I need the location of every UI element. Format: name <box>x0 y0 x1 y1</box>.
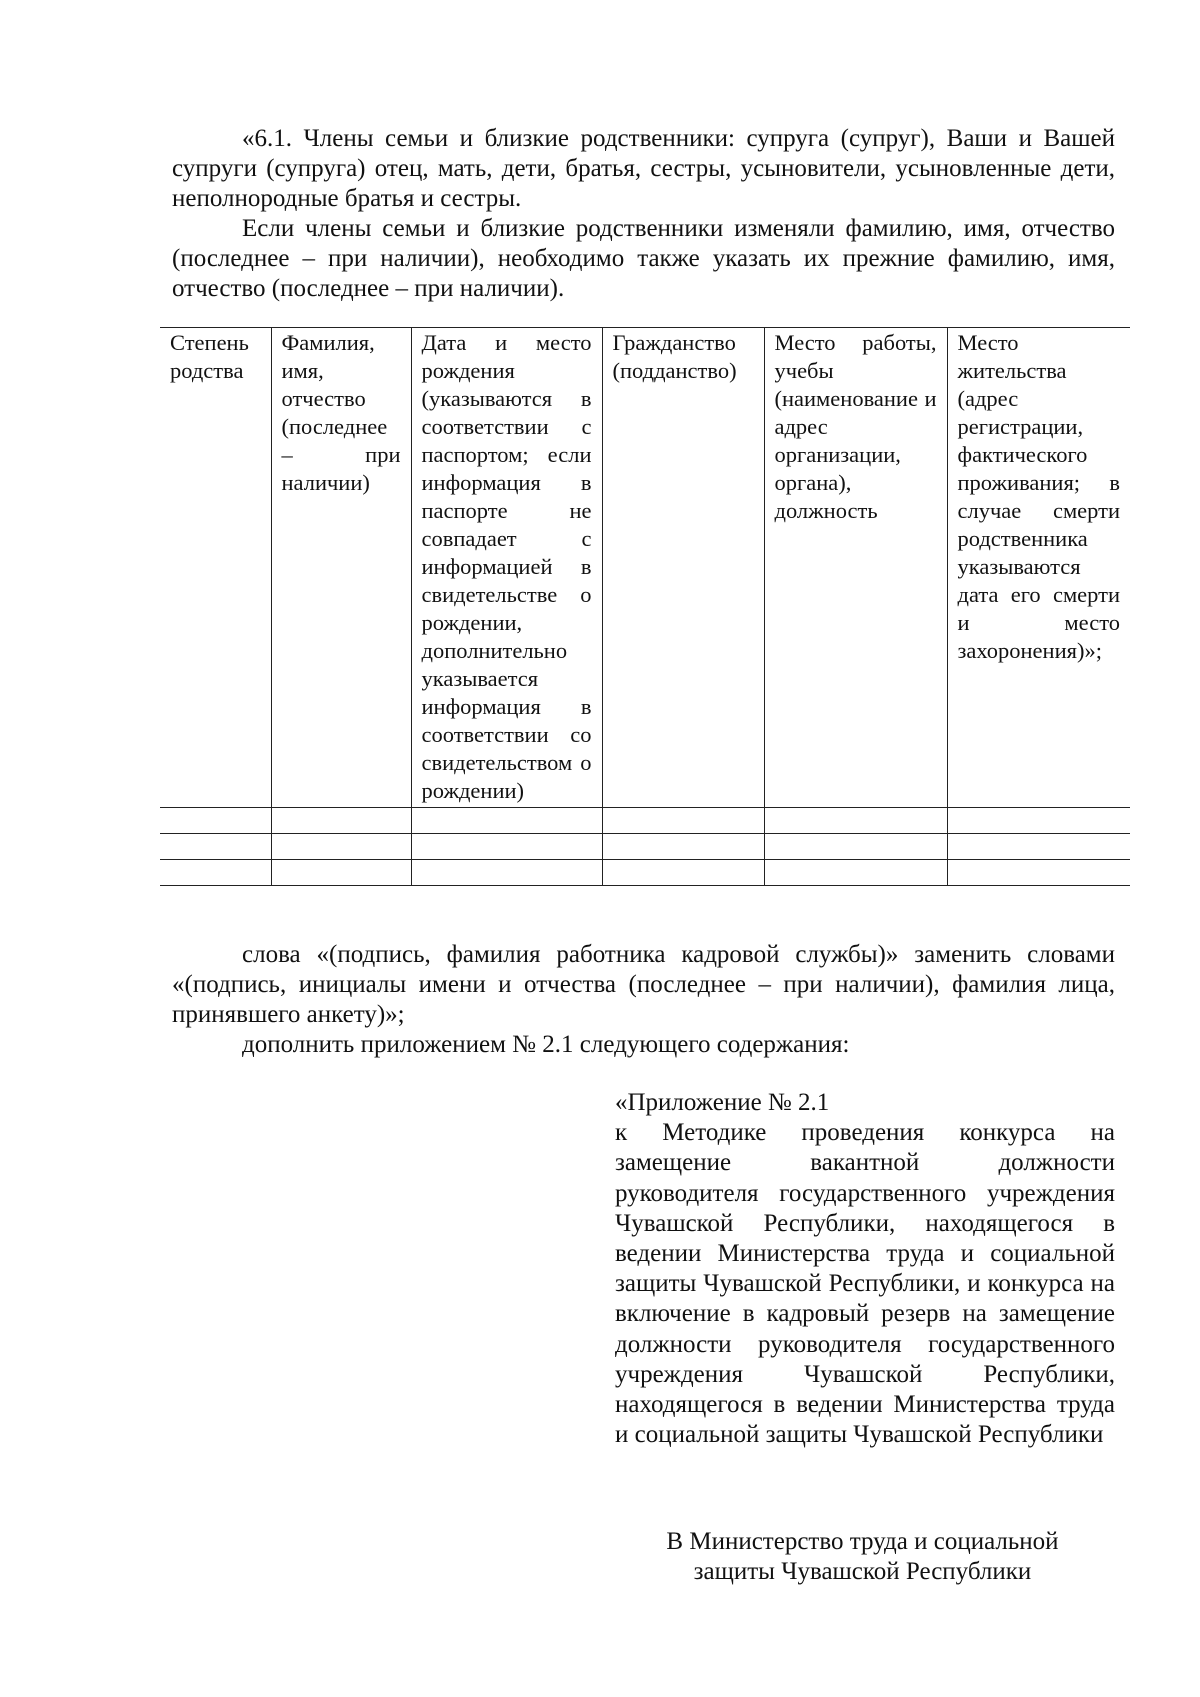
table-cell <box>271 860 411 886</box>
table-row <box>160 834 1130 860</box>
addressee-line-2: защиты Чувашской Республики <box>693 1558 1032 1585</box>
paragraph-add-appendix: дополнить приложением № 2.1 следующего содержания: <box>242 1031 850 1058</box>
table-cell <box>160 834 271 860</box>
addressee-line-1: В Министерство труда и социальной <box>666 1528 1059 1555</box>
table-cell <box>602 808 764 834</box>
table-cell <box>411 860 602 886</box>
appendix-title: «Приложение № 2.1 <box>615 1089 830 1116</box>
table-header-row <box>160 328 1130 808</box>
header-residence: Место жительства (адрес регистрации, фактического проживания; в случае смерти родственника указываются дата его смерти и место захоронения)»; <box>947 328 1130 808</box>
table-cell <box>411 808 602 834</box>
header-birth-date-place: Дата и место рождения (указываются в соответствии с паспортом; если информация в паспорте не совпадает с информацией в свидетельстве о рождении, дополнительно указывается информация в соответствии со свидетельством о рождении) <box>411 328 602 808</box>
paragraph-family-members: «6.1. Члены семьи и близкие родственники: супруга (супруг), Ваши и Вашей супруги (супруга) отец, мать, дети, братья, сестры, усыновители, усыновленные дети, неполнородные братья и сестры. <box>172 125 1115 212</box>
table-cell <box>411 834 602 860</box>
paragraph-signature-replacement: слова «(подпись, фамилия работника кадровой службы)» заменить словами «(подпись, инициалы имени и отчества (последнее – при наличии), фамилия лица, принявшего анкету)»; <box>172 941 1115 1028</box>
header-full-name: Фамилия, имя, отчество (последнее – при наличии) <box>271 328 411 808</box>
table-cell <box>764 808 947 834</box>
relatives-table <box>160 327 1130 886</box>
table-cell <box>271 834 411 860</box>
table-cell <box>764 834 947 860</box>
table-cell <box>947 860 1130 886</box>
table-cell <box>160 860 271 886</box>
header-citizenship: Гражданство (подданство) <box>602 328 764 808</box>
header-workplace: Место работы, учебы (наименование и адрес организации, органа), должность <box>764 328 947 808</box>
table-cell <box>947 834 1130 860</box>
table-cell <box>602 860 764 886</box>
appendix-description: к Методике проведения конкурса на замещение вакантной должности руководителя государственного учреждения Чувашской Республики, находящегося в ведении Министерства труда и социальной защиты Чувашской Республики, и конкурса на включение в кадровый резерв на замещение должности руководителя государственного учреждения Чувашской Республики, находящегося в ведении Министерства труда и социальной защиты Чувашской Республики <box>615 1119 1115 1449</box>
table-cell <box>947 808 1130 834</box>
addressee-block <box>610 1527 1115 1587</box>
table-cell <box>271 808 411 834</box>
table-row <box>160 860 1130 886</box>
table-row <box>160 808 1130 834</box>
appendix-heading-block <box>615 1088 1115 1450</box>
table-cell <box>602 834 764 860</box>
table-cell <box>160 808 271 834</box>
header-relationship-degree: Степень родства <box>160 328 271 808</box>
paragraph-name-changes: Если члены семьи и близкие родственники изменяли фамилию, имя, отчество (последнее – при наличии), необходимо также указать их прежние фамилию, имя, отчество (последнее – при наличии). <box>172 215 1115 302</box>
table-cell <box>764 860 947 886</box>
